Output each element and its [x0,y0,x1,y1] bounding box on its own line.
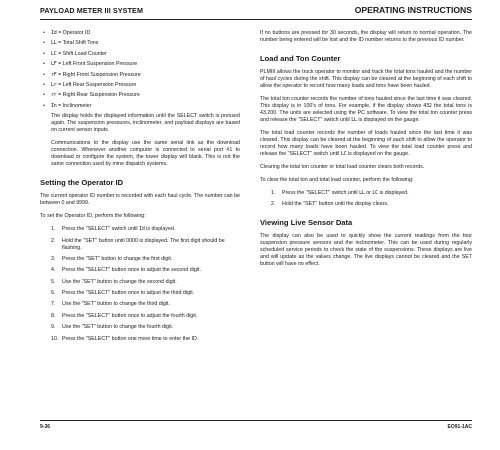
clear-counter-steps [260,190,472,208]
right-column [260,30,472,274]
paragraph: To clear the total ton and total load counter, perform the following: [260,177,414,183]
display-code: LL [51,40,57,47]
step-item: 9. Use the "SET" button to change the fourth digit. [51,324,174,331]
list-item: • LL = Total Shift Tons [40,40,240,47]
display-code: LF [51,61,57,68]
display-code: LL [351,117,357,123]
display-code: LC [372,190,378,196]
display-code: Id [139,226,145,233]
display-code: LC [340,151,347,157]
step-item: 6. Press the "SELECT" button once to adjust the third digit. [51,290,195,297]
display-code: LC [51,50,57,57]
step-item: 2. Hold the "SET" button until 0000 is displayed. The first digit should be flashing. [51,237,225,251]
step-item: 5. Use the "SET" button to change the second digit. [51,278,177,285]
step-item: 7. Use the "SET" button to change the third digit. [51,301,170,308]
timeout-note: If no buttons are pressed for 30 seconds, the display will return to normal operation. The number being entered will be lost and the ID number returns to the previous ID number. [260,30,472,43]
paragraph: PLMIII allows the truck operator to monitor and track the total tons hauled and the number of haul cycles during the shift. This display can be cleared at the beginning of each shift to allow the operator to record how many loads and tons have been hauled. [260,69,472,89]
step-item: 4. Press the "SELECT" button once to adjust the second digit. [51,267,201,274]
serial-link-note: Communications to the display use the same serial link as the download connection. Whenever another computer is connected to serial port #1 to download or configure the system, the tower display will blank. This is not the same connection used by mine dispatch systems. [51,140,240,168]
list-item: • Id = Operator ID [40,30,240,37]
header-system-title: PAYLOAD METER III SYSTEM [40,6,144,15]
operator-id-steps [40,226,240,343]
page-footer [40,420,472,431]
page-number: 9-36 [40,424,51,430]
display-code: rF [51,71,57,78]
display-code: In [51,102,57,109]
display-code: LL [359,190,365,196]
left-column [40,30,240,347]
step-item: 1. Press the "SELECT" switch until LL or LC is displayed. [271,190,409,196]
display-code: rr [51,92,57,99]
step-item: 8. Press the "SELECT" button once to adjust the fourth digit. [51,312,198,319]
section-title-operator-id: Setting the Operator ID [40,178,124,188]
step-item: 10. Press the "SELECT" button one more time to enter the ID. [51,335,199,342]
list-item: • In = Inclinometer [40,103,240,110]
display-code: 432 [423,103,432,109]
paragraph: The total load counter records the number of loads hauled since the last time it was cleared. This display can be cleared at the beginning of each shift to allow the operator to record how many loads have been hauled. To view the total load counter press and release the "SELECT" switch until LC is displayed on the gauge. [260,130,472,157]
step-item: 1. Press the "SELECT" switch until Id is displayed. [51,226,176,233]
display-code: Id [51,30,57,36]
display-hold-note: The display holds the displayed information until the SELECT switch is pressed again. The suspension pressures, inclinometer, and payload displays are based on current sensor inputs. [51,113,240,134]
paragraph: The display can also be used to quickly show the current readings from the four suspension pressure sensors and the inclinometer. This can be used during regularly scheduled service periods to check the state of the suspensions. These displays are live and will update as the values change. The live displays cannot be cleared and the SET button will have no effect. [260,233,472,268]
list-item: • LC = Shift Load Counter [40,51,240,58]
display-code-list [40,30,240,110]
step-item: 2. Hold the "SET" button until the display clears. [271,201,389,208]
list-item: • LF = Left Front Suspension Pressure [40,61,240,68]
section-title-load-ton-counter: Load and Ton Counter [260,54,341,63]
display-code: Lr [51,81,57,88]
paragraph: The current operator ID number is recorded with each haul cycle. The number can be between 0 and 9999. [40,193,240,207]
list-item: • rF = Right Front Suspension Pressure [40,72,240,79]
page-header [40,5,472,20]
paragraph: Clearing the total ton counter or total load counter clears both records. [260,164,425,170]
paragraph: The total ton counter records the number of tons hauled since the last time it was cleared. This display is in 100's of tons. For example, if the display shows 432 the total tons is 43,200. The units are selected using the PC software. To view the total ton counter press and release the "SELECT" switch until LL is displayed on the gauge. [260,96,472,123]
list-item: • Lr = Left Rear Suspension Pressure [40,82,240,89]
section-title-live-sensor-data: Viewing Live Sensor Data [260,218,353,228]
paragraph: To set the Operator ID, perform the following: [40,213,146,220]
list-item: • rr = Right Rear Suspension Pressure [40,92,240,99]
step-item: 3. Press the "SET" button to change the first digit. [51,255,173,262]
header-section-title: OPERATING INSTRUCTIONS [354,5,472,15]
document-code: EO91-1AC [447,424,472,430]
